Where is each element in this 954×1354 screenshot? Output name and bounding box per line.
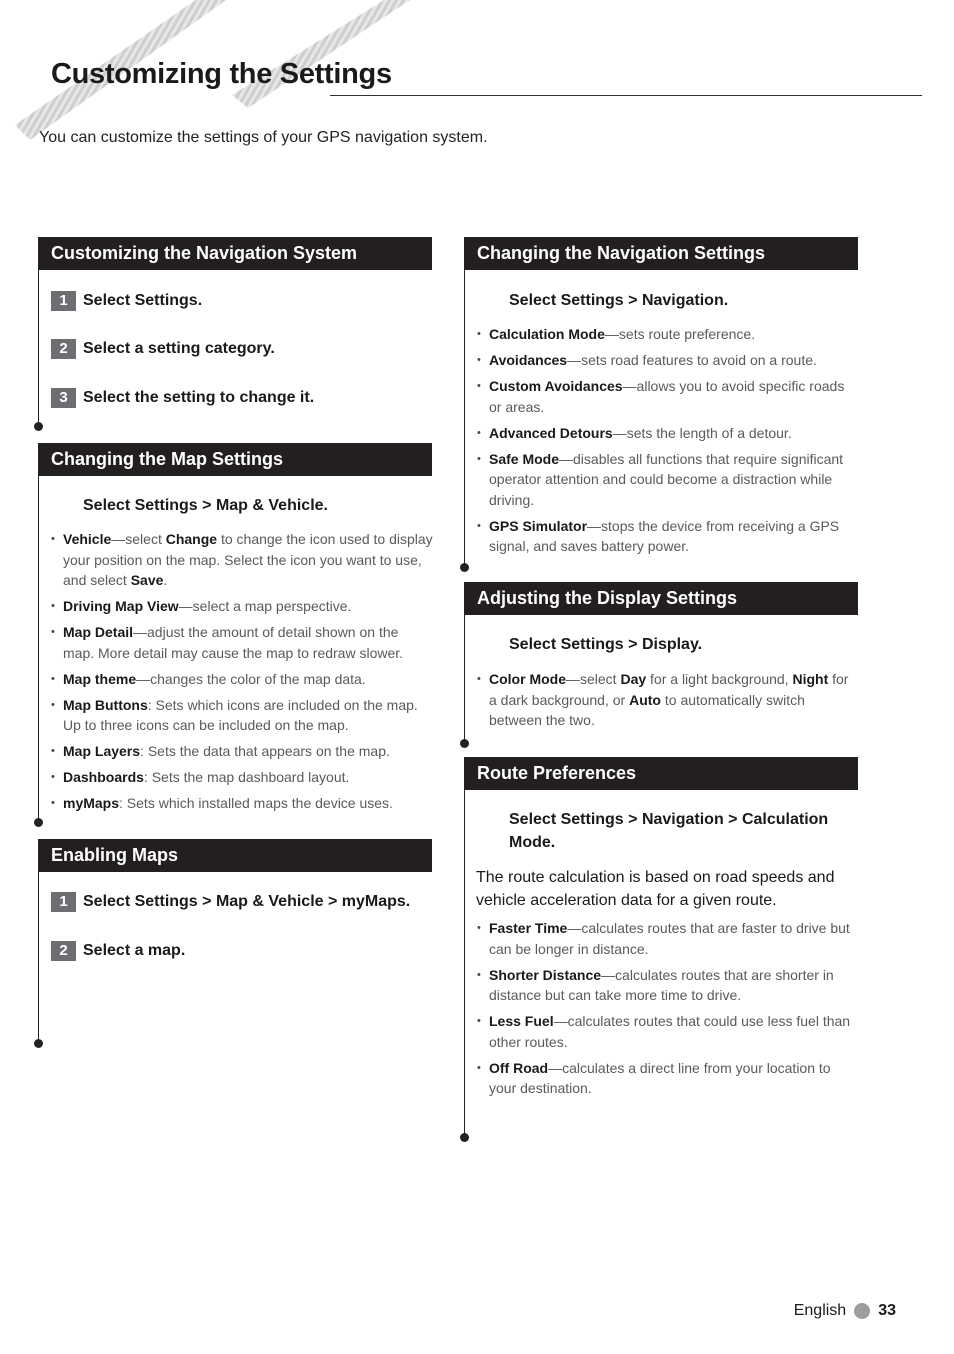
step-text: Select a setting category. [83, 340, 275, 357]
step-number: 2 [51, 941, 76, 961]
section-end-dot [34, 422, 43, 431]
item-text: —changes the color of the map data. [136, 670, 366, 687]
item-text: —stops the device from receiving a GPS signal, and saves battery power. [489, 517, 840, 554]
step-2 [51, 941, 185, 961]
footer-language: English [793, 1302, 847, 1319]
item-term: Shorter Distance [489, 966, 602, 983]
item-text: —sets the length of a detour. [612, 424, 792, 441]
page-number: 33 [878, 1302, 896, 1319]
footer-dot-icon [854, 1303, 870, 1319]
item-text: : Sets which installed maps the device uses. [119, 795, 393, 811]
list-item [51, 622, 433, 663]
list-item [477, 965, 859, 1006]
item-text: —select [111, 531, 166, 547]
item-text: —calculates a direct line from your location to your destination. [489, 1059, 831, 1096]
section-header-nav-settings: Changing the Navigation Settings [464, 237, 858, 270]
list-item [51, 695, 433, 736]
section-line [464, 757, 465, 1139]
bullet-list [477, 918, 859, 1104]
section-end-dot [34, 818, 43, 827]
list-item [477, 1011, 859, 1052]
section-header-map-settings: Changing the Map Settings [38, 443, 432, 476]
title-rule [330, 95, 922, 96]
list-item [477, 376, 859, 417]
bullet-list [51, 529, 433, 819]
section-header-nav-system: Customizing the Navigation System [38, 237, 432, 270]
section-end-dot [460, 1133, 469, 1142]
list-item [51, 741, 433, 762]
step-text: Select Settings. [83, 292, 203, 309]
item-text: for a light background, [646, 671, 793, 687]
instruction: Select Settings > Navigation > Calculation Mode. [509, 811, 829, 851]
item-term: Vehicle [63, 531, 112, 547]
item-text: —sets road features to avoid on a route. [567, 352, 817, 368]
item-term: Change [165, 531, 218, 547]
step-number: 1 [51, 892, 76, 912]
item-term: Night [792, 671, 829, 687]
section-line [464, 238, 465, 568]
item-term: myMaps [63, 795, 120, 811]
item-term: Map Layers [63, 743, 141, 759]
item-term: Off Road [489, 1059, 549, 1076]
item-text: : Sets the data that appears on the map. [140, 743, 390, 759]
item-term: Map theme [63, 670, 137, 687]
list-item [477, 324, 859, 345]
list-item [477, 669, 859, 731]
bullet-list [477, 669, 859, 736]
item-text: —allows you to avoid specific roads or areas. [489, 378, 845, 415]
section-end-dot [34, 1039, 43, 1048]
item-text: —disables all functions that require significant operator attention and could become a distraction while driving. [489, 450, 844, 508]
step-number: 1 [51, 291, 76, 311]
item-text: —select a map perspective. [178, 598, 352, 614]
item-text: to automatically switch between the two. [489, 691, 805, 728]
item-text: . [163, 572, 168, 588]
section-header-route-preferences: Route Preferences [464, 757, 858, 790]
item-term: Auto [629, 691, 661, 708]
item-term: Color Mode [489, 671, 566, 687]
list-item [51, 793, 433, 814]
instruction: Select Settings > Navigation. [509, 292, 729, 309]
list-item [477, 350, 859, 371]
intro-text: You can customize the settings of your GPS navigation system. [39, 129, 488, 146]
item-term: Custom Avoidances [489, 378, 623, 394]
item-term: Save [130, 572, 164, 588]
step-text: Select a map. [83, 942, 186, 959]
step-2 [51, 339, 275, 359]
item-text: : Sets which icons are included on the map. Up to three icons can be included on the map. [63, 696, 418, 733]
instruction: Select Settings > Map & Vehicle. [83, 497, 328, 514]
item-term: GPS Simulator [489, 517, 588, 534]
step-1 [51, 291, 202, 311]
list-item [51, 669, 433, 690]
bullet-list [477, 324, 859, 562]
section-header-enabling-maps: Enabling Maps [38, 839, 432, 872]
item-term: Less Fuel [489, 1013, 554, 1029]
route-paragraph: The route calculation is based on road speeds and vehicle acceleration data for a given route. [476, 869, 835, 909]
list-item [477, 449, 859, 511]
item-text: —adjust the amount of detail shown on the map. More detail may cause the map to redraw slower. [63, 624, 404, 661]
list-item [51, 529, 433, 591]
item-text: for a dark background, or [489, 671, 849, 708]
item-text: to change the icon used to display your position on the map. Select the icon you want to use, and select [63, 531, 433, 588]
list-item [51, 596, 433, 617]
item-text: —calculates routes that could use less fuel than other routes. [489, 1013, 851, 1050]
item-term: Calculation Mode [489, 326, 605, 342]
step-number: 2 [51, 339, 76, 359]
step-number: 3 [51, 388, 76, 408]
list-item [477, 516, 859, 557]
item-term: Faster Time [489, 920, 568, 936]
step-text: Select Settings > Map & Vehicle > myMaps. [83, 893, 411, 910]
section-header-display-settings: Adjusting the Display Settings [464, 582, 858, 615]
item-term: Safe Mode [489, 450, 560, 467]
item-term: Map Detail [63, 624, 134, 640]
item-text: : Sets the map dashboard layout. [143, 769, 350, 785]
page-title: Customizing the Settings [51, 58, 392, 90]
item-text: —select [566, 671, 621, 687]
section-end-dot [460, 563, 469, 572]
list-item [51, 767, 433, 788]
step-text: Select the setting to change it. [83, 389, 315, 406]
item-term: Advanced Detours [489, 424, 613, 441]
item-text: —sets route preference. [604, 326, 756, 342]
page-footer [794, 1302, 896, 1320]
step-3 [51, 388, 314, 408]
step-1 [51, 892, 410, 912]
item-term: Dashboards [63, 769, 144, 785]
list-item [477, 1058, 859, 1099]
section-end-dot [460, 739, 469, 748]
item-term: Driving Map View [63, 598, 179, 614]
item-term: Day [620, 671, 647, 687]
item-term: Map Buttons [63, 696, 148, 713]
item-text: —calculates routes that are shorter in distance but can take more time to drive. [489, 966, 834, 1003]
list-item [477, 918, 859, 959]
item-text: —calculates routes that are faster to drive but can be longer in distance. [489, 920, 850, 957]
section-line [38, 443, 39, 824]
item-term: Avoidances [489, 352, 568, 368]
instruction: Select Settings > Display. [509, 636, 703, 653]
list-item [477, 423, 859, 444]
